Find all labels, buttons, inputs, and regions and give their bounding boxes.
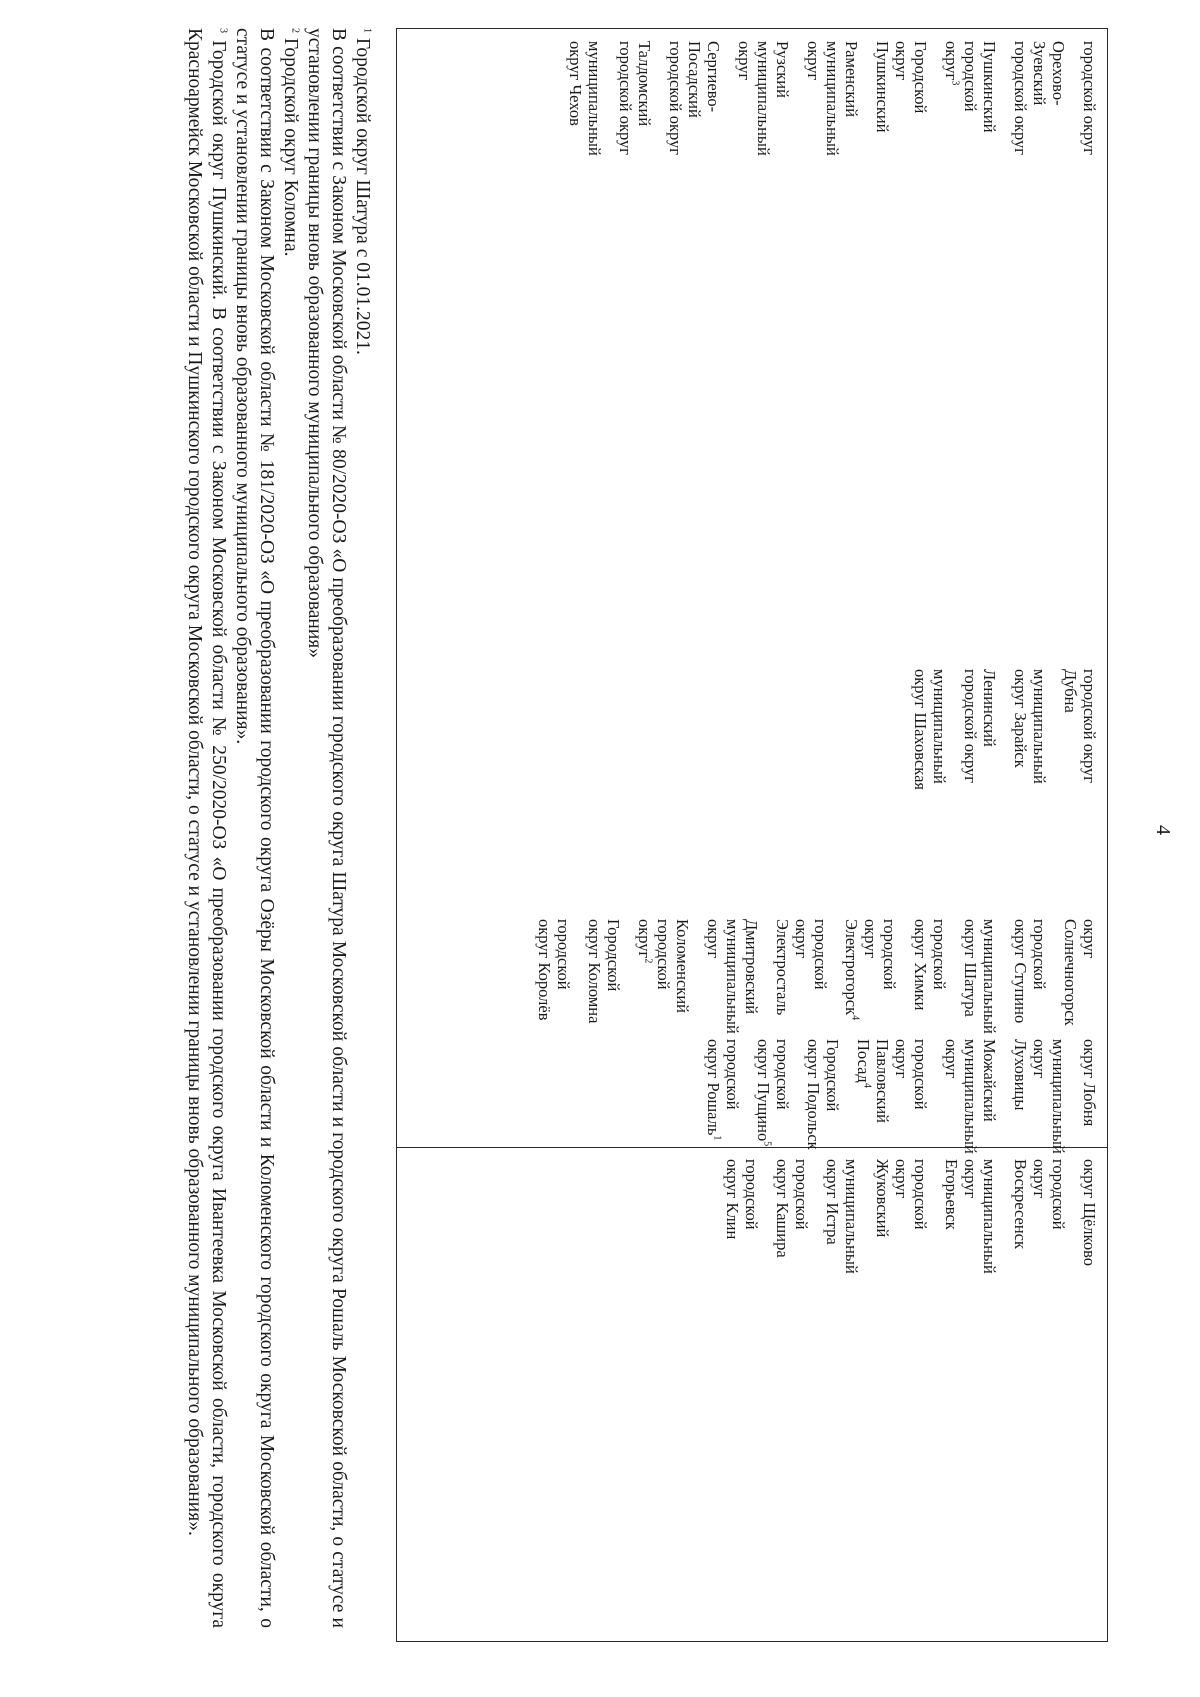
municipality-cell — [616, 41, 654, 191]
footnote-ref: 4 — [861, 1082, 873, 1088]
municipality-name: городской округ Клин — [723, 1159, 761, 1240]
municipality-cell — [873, 41, 930, 191]
column-d — [899, 669, 1099, 809]
column-b — [692, 1039, 1099, 1154]
footnote-ref: 4 — [849, 1015, 861, 1021]
municipality-cell — [1011, 919, 1049, 1039]
municipality-cell — [873, 1159, 930, 1274]
footnote — [182, 28, 230, 1628]
municipality-name: городской округ — [1080, 41, 1099, 156]
municipality-name: городской округ Рошаль — [704, 1039, 742, 1136]
municipality-cell — [635, 919, 692, 1039]
municipality-cell — [535, 919, 573, 1039]
municipality-name: Рузский муниципальный округ — [735, 41, 792, 156]
municipality-name: Пушкинский городской округ — [942, 41, 999, 133]
footnote-line — [350, 28, 374, 1628]
footnote-ref: 2 — [642, 958, 654, 964]
footnote-number: 3 — [217, 28, 229, 33]
municipality-name: городской округ Электросталь — [773, 919, 830, 1016]
municipality-name: городской округ Ступино — [1011, 919, 1049, 1024]
municipality-cell — [1080, 1039, 1099, 1151]
footnote — [230, 28, 302, 1628]
municipality-cell — [961, 919, 999, 1039]
footnote-number: 1 — [361, 28, 373, 33]
municipality-name: городской округ Павловский Посад — [854, 1039, 930, 1123]
municipality-name: Раменский муниципальный округ — [804, 41, 861, 156]
municipality-cell — [735, 41, 792, 191]
footnote-ref: 1 — [711, 1135, 723, 1141]
municipality-cell — [666, 41, 723, 191]
municipality-cell — [704, 1039, 742, 1151]
municipality-name: округ Солнечногорск — [1061, 919, 1099, 1026]
footnote-number: 2 — [289, 28, 301, 33]
municipality-cell — [1080, 41, 1099, 191]
municipality-cell — [704, 919, 761, 1039]
footnote-text: В соответствии с Законом Московской области № 80/2020-ОЗ «О преобразовании городского округа Шатура Московской области и городского округа Рошаль Московской области, о статусе и установлении границы вновь образованного муниципального образования» — [304, 28, 349, 1628]
footnotes — [182, 28, 374, 1628]
municipality-name: округ Лобня — [1080, 1039, 1099, 1127]
municipality-name: городской округ Пущино — [754, 1039, 792, 1142]
column-a — [711, 1159, 1099, 1274]
municipality-name: Можайский муниципальный округ — [942, 1039, 999, 1154]
municipality-cell — [804, 1039, 842, 1151]
municipality-name: муниципальный округ Луховицы — [1011, 1039, 1068, 1154]
municipality-name: городской округ Дубна — [1061, 669, 1099, 784]
municipality-cell — [911, 919, 949, 1039]
municipality-cell — [1011, 669, 1049, 809]
municipality-name: муниципальный округ Шатура — [961, 919, 999, 1034]
footnote-line — [302, 28, 350, 1628]
municipality-cell — [804, 41, 861, 191]
municipality-name: Городской округ Пушкинский — [873, 41, 930, 133]
municipality-cell — [566, 41, 604, 191]
municipality-name: Коломенский городской округ — [635, 919, 692, 1013]
footnote-line — [278, 28, 302, 1628]
footnote — [302, 28, 374, 1628]
footnote-line — [182, 28, 230, 1628]
page-number: 4 — [1152, 825, 1174, 835]
municipality-cell — [1080, 1159, 1099, 1274]
municipality-cell — [1061, 669, 1099, 809]
municipality-cell — [942, 41, 999, 191]
municipality-cell — [1061, 919, 1099, 1039]
municipality-cell — [773, 919, 830, 1039]
municipality-cell — [854, 1039, 930, 1151]
municipality-cell — [773, 1159, 811, 1274]
municipality-name: Дмитровский муниципальный округ — [704, 919, 761, 1034]
municipality-cell — [723, 1159, 761, 1274]
municipality-cell — [942, 1039, 999, 1154]
municipality-name: городской округ Королёв — [535, 919, 573, 1021]
municipality-cell — [961, 669, 999, 809]
municipality-name: Орехово- Зуевский городской округ — [1011, 41, 1068, 156]
municipality-cell — [585, 919, 623, 1039]
municipality-cell — [942, 1159, 999, 1274]
footnote-line — [230, 28, 278, 1628]
municipality-name: Ленинский городской округ — [961, 669, 999, 784]
municipality-name: Городской округ Подольск — [804, 1039, 842, 1150]
municipality-name: городской округ Химки — [911, 919, 949, 1011]
footnote-text: Городской округ Коломна. — [280, 37, 301, 257]
municipality-name: муниципальный округ Истра — [823, 1159, 861, 1274]
municipality-name: муниципальный округ Шаховская — [911, 669, 949, 790]
municipality-name: городской округ Электрогорск — [842, 919, 899, 1016]
municipality-cell — [1011, 1039, 1068, 1154]
municipality-cell — [1011, 1159, 1068, 1274]
column-c — [523, 919, 1099, 1039]
municipalities-table — [396, 28, 1108, 1642]
municipality-name: городской округ Воскресенск — [1011, 1159, 1068, 1250]
footnote-text: Городской округ Шатура с 01.01.2021. — [352, 37, 373, 355]
municipality-name: Городской округ Коломна — [585, 919, 623, 1024]
municipality-name: городской округ Кашира — [773, 1159, 811, 1258]
footnote-ref: 3 — [949, 80, 961, 86]
municipality-name: городской округ Жуковский — [873, 1159, 930, 1238]
municipality-name: муниципальный округ Егорьевск — [942, 1159, 999, 1274]
column-e — [554, 41, 1099, 191]
footnote-text: Городской округ Пушкинский. В соответствии с Законом Московской области № 250/2020-ОЗ «О преобразовании городского округа Ивантеевка Московской области, городского округа Красноармейск Московской области и Пушкинского городского округа Московской области, о статусе и установлении границы вновь образованного муниципального образования». — [184, 28, 229, 1628]
municipality-cell — [842, 919, 899, 1039]
municipality-name: Сергиево- Посадский городской округ — [666, 41, 723, 156]
footnote-ref: 5 — [761, 1141, 773, 1147]
municipality-cell — [754, 1039, 792, 1151]
municipality-name: округ Щёлково — [1080, 1159, 1099, 1267]
municipality-name: муниципальный округ Зарайск — [1011, 669, 1049, 784]
municipality-name: муниципальный округ Чехов — [566, 41, 604, 156]
municipality-cell — [911, 669, 949, 809]
municipality-cell — [1011, 41, 1068, 191]
footnote-text: В соответствии с Законом Московской области № 181/2020-ОЗ «О преобразовании городского округа Озёры Московской области и Коломенского городского округа Московской области, о статусе и установлении границы вновь образованного муниципального образования». — [232, 28, 277, 1628]
municipality-name: Талдомский городской округ — [616, 41, 654, 156]
municipality-cell — [823, 1159, 861, 1274]
